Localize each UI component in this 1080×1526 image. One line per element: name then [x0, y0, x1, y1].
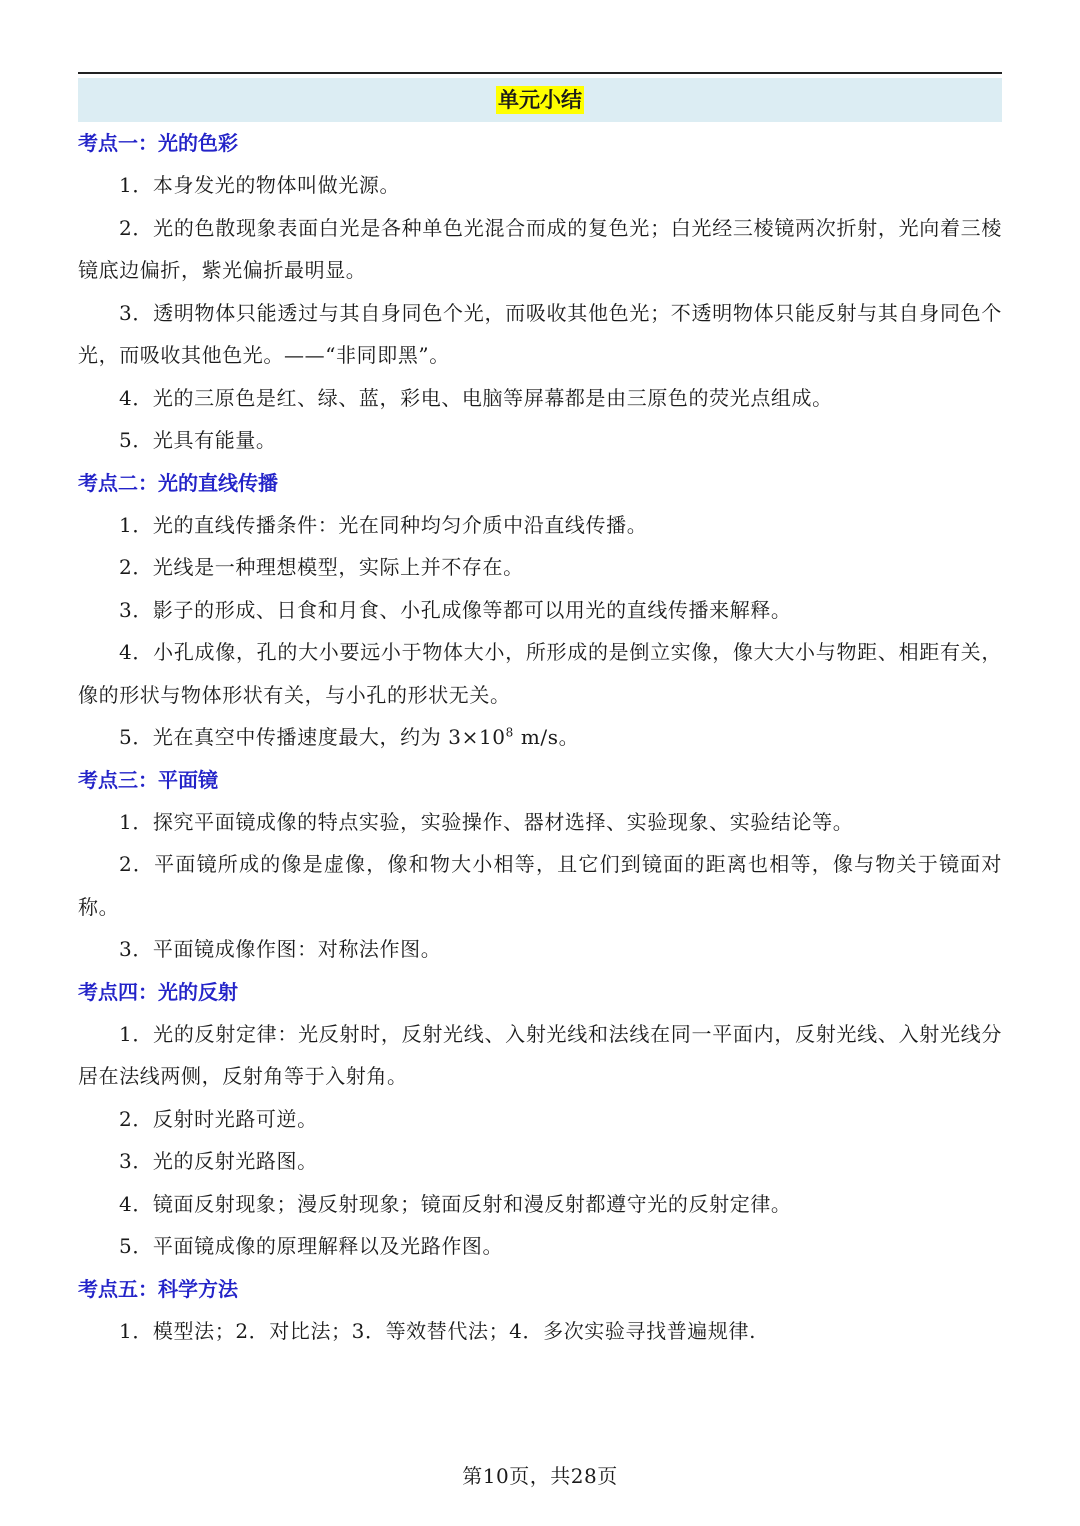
list-item: 2．光线是一种理想模型，实际上并不存在。: [119, 555, 524, 579]
list-item: 3．光的反射光路图。: [119, 1149, 318, 1173]
list-item: 3．透明物体只能透过与其自身同色个光，而吸收其他色光；不透明物体只能反射与其自身同色个光，而吸收其他色光。——“非同即黑”。: [78, 300, 1002, 367]
list-item-light-speed: [78, 716, 1002, 759]
section-title-plane-mirror: 考点三：平面镜: [78, 767, 218, 792]
list-item: 4．光的三原色是红、绿、蓝，彩电、电脑等屏幕都是由三原色的荧光点组成。: [119, 385, 833, 410]
list-item: 2．反射时光路可逆。: [119, 1106, 318, 1131]
list-item: 2．平面镜所成的像是虚像，像和物大小相等，且它们到镜面的距离也相等，像与物关于镜面对称。: [78, 852, 1002, 919]
speed-prefix: 5．光在真空中传播速度最大，约为 3×10: [119, 725, 506, 749]
list-item: 1．探究平面镜成像的特点实验，实验操作、器材选择、实验现象、实验结论等。: [119, 809, 854, 834]
list-item: 1．光的直线传播条件：光在同种均匀介质中沿直线传播。: [119, 512, 648, 537]
section-title-propagation: 考点二：光的直线传播: [78, 470, 278, 495]
page-number: 第10页，共28页: [462, 1464, 618, 1488]
speed-exponent: 8: [505, 725, 514, 740]
list-item: 1．本身发光的物体叫做光源。: [119, 173, 401, 197]
section-title-methods: 考点五：科学方法: [78, 1276, 238, 1301]
section-title-reflection: 考点四：光的反射: [78, 979, 238, 1004]
list-item: 5．光具有能量。: [119, 428, 277, 452]
list-item: 3．平面镜成像作图：对称法作图。: [119, 937, 442, 961]
list-item: 1．模型法；2．对比法；3．等效替代法；4．多次实验寻找普遍规律.: [119, 1318, 757, 1343]
document-page: [78, 72, 1002, 1352]
summary-banner: [78, 78, 1002, 122]
top-rule: [78, 72, 1002, 74]
speed-suffix: m/s。: [513, 725, 580, 749]
list-item: 3．影子的形成、日食和月食、小孔成像等都可以用光的直线传播来解释。: [119, 597, 792, 622]
banner-title: 单元小结: [498, 88, 582, 112]
list-item: 4．小孔成像，孔的大小要远小于物体大小，所形成的是倒立实像，像大大小与物距、相距有关，像的形状与物体形状有关，与小孔的形状无关。: [78, 640, 1002, 707]
list-item: 2．光的色散现象表面白光是各种单色光混合而成的复色光；白光经三棱镜两次折射，光向着三棱镜底边偏折，紫光偏折最明显。: [78, 215, 1002, 282]
section-title-color: 考点一：光的色彩: [78, 131, 238, 155]
list-item: 5．平面镜成像的原理解释以及光路作图。: [119, 1234, 504, 1258]
list-item: 1．光的反射定律：光反射时，反射光线、入射光线和法线在同一平面内，反射光线、入射光线分居在法线两侧，反射角等于入射角。: [78, 1021, 1002, 1088]
list-item: 4．镜面反射现象；漫反射现象；镜面反射和漫反射都遵守光的反射定律。: [119, 1191, 792, 1216]
